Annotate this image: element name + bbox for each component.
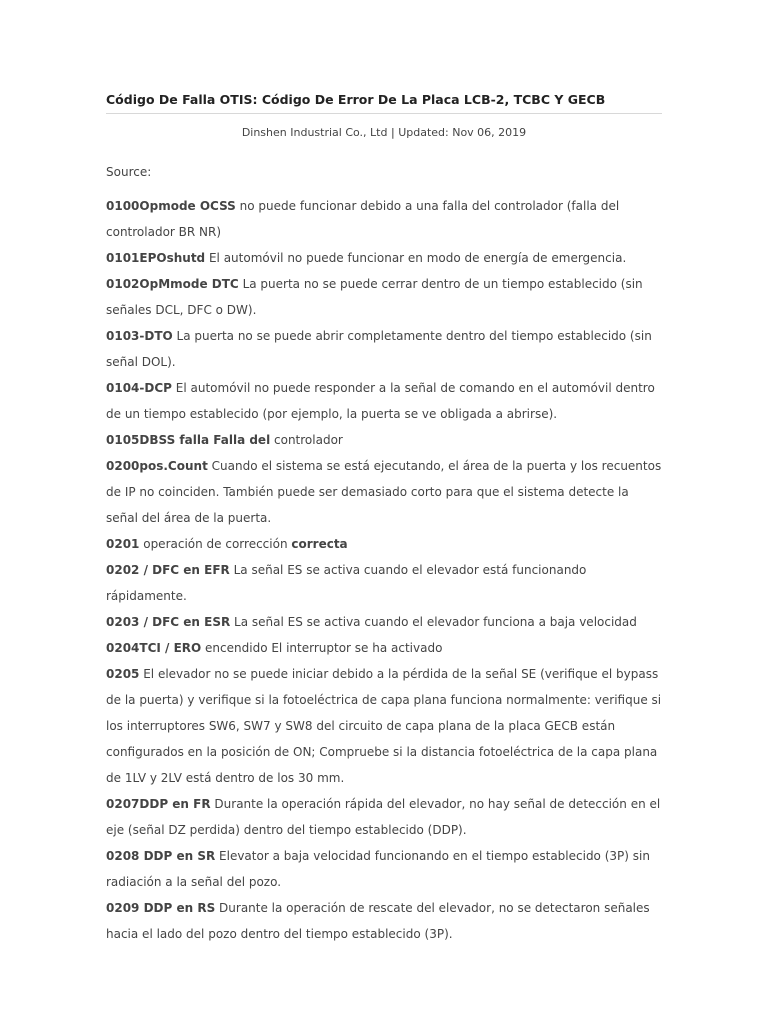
error-code-entry xyxy=(106,193,662,245)
error-description: Durante la operación rápida del elevador, no hay señal de detección en el eje (señal DZ perdida) dentro del tiempo establecido (DDP). xyxy=(106,797,661,837)
error-description: La señal ES se activa cuando el elevador funciona a baja velocidad xyxy=(230,615,637,629)
error-code: 0205 xyxy=(106,667,140,681)
error-description: controlador xyxy=(270,433,343,447)
document-page xyxy=(106,92,662,947)
document-meta xyxy=(106,126,662,139)
document-title: Código De Falla OTIS: Código De Error De La Placa LCB-2, TCBC Y GECB xyxy=(106,92,662,114)
error-code: 0100Opmode OCSS xyxy=(106,199,236,213)
error-description: operación de corrección xyxy=(139,537,292,551)
error-code-entry xyxy=(106,661,662,791)
error-code-entry xyxy=(106,375,662,427)
error-code-entry xyxy=(106,453,662,531)
error-code: 0200pos.Count xyxy=(106,459,208,473)
error-code-entry xyxy=(106,323,662,375)
updated-date: Updated: Nov 06, 2019 xyxy=(398,126,527,139)
error-code-entry xyxy=(106,843,662,895)
error-description: La puerta no se puede cerrar dentro de un tiempo establecido (sin señales DCL, DFC o DW). xyxy=(106,277,643,317)
error-code: 0207DDP en FR xyxy=(106,797,211,811)
error-code: 0101EPOshutd xyxy=(106,251,206,265)
error-code: 0102OpMmode DTC xyxy=(106,277,239,291)
error-description: Durante la operación de rescate del elevador, no se detectaron señales hacia el lado del pozo dentro del tiempo establecido (3P). xyxy=(106,901,650,941)
error-description: La puerta no se puede abrir completamente dentro del tiempo establecido (sin señal DOL). xyxy=(106,329,652,369)
company-name: Dinshen Industrial Co., Ltd xyxy=(241,126,388,139)
error-code-entry xyxy=(106,635,662,661)
error-description: La señal ES se activa cuando el elevador está funcionando rápidamente. xyxy=(106,563,587,603)
error-code: 0105DBSS falla Falla del xyxy=(106,433,271,447)
error-code: 0202 / DFC en EFR xyxy=(106,563,230,577)
error-description-emphasis: correcta xyxy=(291,537,348,551)
error-code-entry xyxy=(106,609,662,635)
error-description: Elevator a baja velocidad funcionando en el tiempo establecido (3P) sin radiación a la señal del pozo. xyxy=(106,849,650,889)
error-code: 0104-DCP xyxy=(106,381,172,395)
error-description: El elevador no se puede iniciar debido a la pérdida de la señal SE (verifique el bypass de la puerta) y verifique si la fotoeléctrica de capa plana funciona normalmente: verifique si los interruptores SW6, SW7 y SW8 del circuito de capa plana de la placa GECB están configurados en la posición de ON; Compruebe si la distancia fotoeléctrica de la capa plana de 1LV y 2LV está dentro de los 30 mm. xyxy=(106,667,662,785)
error-description: encendido El interruptor se ha activado xyxy=(201,641,443,655)
error-code-entry xyxy=(106,245,662,271)
error-description: no puede funcionar debido a una falla del controlador (falla del controlador BR NR) xyxy=(106,199,620,239)
error-code-entry xyxy=(106,271,662,323)
error-code: 0103-DTO xyxy=(106,329,173,343)
error-code: 0201 xyxy=(106,537,140,551)
error-code-entry xyxy=(106,531,662,557)
source-label: Source: xyxy=(106,165,152,179)
error-description: El automóvil no puede responder a la señal de comando en el automóvil dentro de un tiempo establecido (por ejemplo, la puerta se ve obligada a abrirse). xyxy=(106,381,655,421)
error-code: 0208 DDP en SR xyxy=(106,849,216,863)
error-code: 0203 / DFC en ESR xyxy=(106,615,231,629)
error-code-entry xyxy=(106,791,662,843)
error-code-entry xyxy=(106,427,662,453)
error-description: El automóvil no puede funcionar en modo de energía de emergencia. xyxy=(205,251,627,265)
error-code-entry xyxy=(106,557,662,609)
error-description: Cuando el sistema se está ejecutando, el área de la puerta y los recuentos de IP no coinciden. También puede ser demasiado corto para que el sistema detecte la señal del área de la puerta. xyxy=(106,459,662,525)
error-code-entry xyxy=(106,895,662,947)
error-code-list xyxy=(106,193,662,947)
error-code: 0209 DDP en RS xyxy=(106,901,216,915)
meta-separator: | xyxy=(390,126,395,139)
error-code: 0204TCI / ERO xyxy=(106,641,202,655)
